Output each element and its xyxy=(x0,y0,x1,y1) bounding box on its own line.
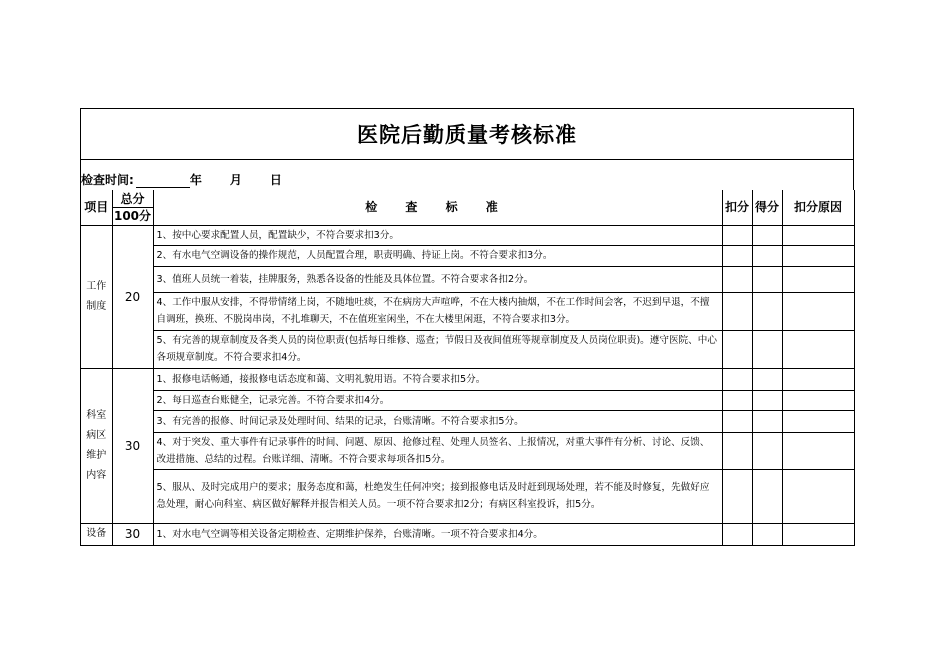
header-score: 得分 xyxy=(752,190,782,225)
table-header-row xyxy=(81,190,854,225)
category-cell xyxy=(81,225,112,368)
table-row xyxy=(81,245,854,266)
criterion-text: 5、服从、及时完成用户的要求；服务态度和蔼，杜绝发生任何冲突；接到报修电话及时赶到现场处理，若不能及时修复，先做好应急处理，耐心向科室、病区做好解释并报告相关人员。一项不符合要求扣2分；有病区科室投诉，扣5分。 xyxy=(153,469,722,523)
deduct-cell[interactable] xyxy=(722,432,752,469)
score-cell[interactable] xyxy=(752,245,782,266)
reason-cell[interactable] xyxy=(782,368,854,390)
table-row xyxy=(81,410,854,432)
criterion-text: 1、按中心要求配置人员，配置缺少，不符合要求扣3分。 xyxy=(153,225,722,245)
category-label: 设备 xyxy=(86,528,107,539)
criterion-text: 3、值班人员统一着装，挂牌服务，熟悉各设备的性能及具体位置。不符合要求各扣2分。 xyxy=(153,266,722,292)
reason-cell[interactable] xyxy=(782,330,854,368)
criterion-text: 3、有完善的报修、时间记录及处理时间、结果的记录，台账清晰。不符合要求扣5分。 xyxy=(153,410,722,432)
table-row xyxy=(81,266,854,292)
score-cell[interactable] xyxy=(752,292,782,330)
reason-cell[interactable] xyxy=(782,266,854,292)
reason-cell[interactable] xyxy=(782,469,854,523)
table-row xyxy=(81,225,854,245)
deduct-cell[interactable] xyxy=(722,330,752,368)
criterion-text: 5、有完善的规章制度及各类人员的岗位职责(包括每日维修、巡查；节假日及夜间值班等规章制度及人员岗位职责)。遵守医院、中心各项规章制度。不符合要求扣4分。 xyxy=(153,330,722,368)
month-label: 月 xyxy=(229,173,242,187)
category-label: 维护 xyxy=(86,449,107,461)
table-row xyxy=(81,523,854,545)
deduct-cell[interactable] xyxy=(722,523,752,545)
year-label: 年 xyxy=(189,173,202,187)
criterion-text: 4、对于突发、重大事件有记录事件的时间、问题、原因、抢修过程、处理人员签名、上报情况，对重大事件有分析、讨论、反馈、改进措施、总结的过程。台账详细、清晰。不符合要求每项各扣5分。 xyxy=(153,432,722,469)
header-item: 项目 xyxy=(81,190,112,225)
table-row xyxy=(81,390,854,410)
day-label: 日 xyxy=(269,173,282,187)
table-row xyxy=(81,330,854,368)
reason-cell[interactable] xyxy=(782,410,854,432)
criteria-table xyxy=(81,190,855,546)
deduct-cell[interactable] xyxy=(722,368,752,390)
category-label: 科室 xyxy=(86,409,107,421)
assessment-form xyxy=(80,108,854,546)
header-total xyxy=(112,190,153,225)
criterion-text: 1、对水电气空调等相关设备定期检查、定期维护保养，台账清晰。一项不符合要求扣4分。 xyxy=(153,523,722,545)
category-label: 制度 xyxy=(86,300,107,312)
score-cell[interactable] xyxy=(752,368,782,390)
score-cell[interactable] xyxy=(752,432,782,469)
deduct-cell[interactable] xyxy=(722,245,752,266)
table-row xyxy=(81,432,854,469)
deduct-cell[interactable] xyxy=(722,390,752,410)
deduct-cell[interactable] xyxy=(722,266,752,292)
inspection-date-line xyxy=(81,160,854,190)
reason-cell[interactable] xyxy=(782,292,854,330)
deduct-cell[interactable] xyxy=(722,225,752,245)
category-cell xyxy=(81,523,112,545)
criterion-text: 2、有水电气空调设备的操作规范，人员配置合理，职责明确、持证上岗。不符合要求扣3分。 xyxy=(153,245,722,266)
table-row xyxy=(81,469,854,523)
page-title: 医院后勤质量考核标准 xyxy=(81,109,854,160)
deduct-cell[interactable] xyxy=(722,292,752,330)
table-row xyxy=(81,368,854,390)
category-label: 内容 xyxy=(86,469,107,481)
category-label: 病区 xyxy=(86,429,107,441)
year-blank[interactable] xyxy=(136,175,190,188)
criterion-text: 1、报修电话畅通，接报修电话态度和蔼、文明礼貌用语。不符合要求扣5分。 xyxy=(153,368,722,390)
reason-cell[interactable] xyxy=(782,432,854,469)
header-criteria: 检 查 标 准 xyxy=(153,190,722,225)
score-cell[interactable] xyxy=(752,523,782,545)
category-cell xyxy=(81,368,112,523)
category-label: 工作 xyxy=(86,280,107,292)
deduct-cell[interactable] xyxy=(722,469,752,523)
criterion-text: 2、每日巡查台账健全，记录完善。不符合要求扣4分。 xyxy=(153,390,722,410)
section-points: 20 xyxy=(112,225,153,368)
header-deduct: 扣分 xyxy=(722,190,752,225)
reason-cell[interactable] xyxy=(782,523,854,545)
score-cell[interactable] xyxy=(752,390,782,410)
section-points: 30 xyxy=(112,368,153,523)
score-cell[interactable] xyxy=(752,330,782,368)
table-row xyxy=(81,292,854,330)
criterion-text: 4、工作中服从安排，不得带情绪上岗，不随地吐痰，不在病房大声喧哗，不在大楼内抽烟，不在工作时间会客，不迟到早退，不擅自调班，换班、不脱岗串岗，不扎堆聊天，不在值班室闲坐，不在大楼里闲逛，不符合要求扣3分。 xyxy=(153,292,722,330)
score-cell[interactable] xyxy=(752,410,782,432)
score-cell[interactable] xyxy=(752,225,782,245)
score-cell[interactable] xyxy=(752,266,782,292)
score-cell[interactable] xyxy=(752,469,782,523)
deduct-cell[interactable] xyxy=(722,410,752,432)
reason-cell[interactable] xyxy=(782,390,854,410)
date-label: 检查时间: xyxy=(81,173,134,187)
reason-cell[interactable] xyxy=(782,225,854,245)
header-total-points: 100分 xyxy=(113,208,152,223)
header-total-label: 总分 xyxy=(113,191,153,208)
header-reason: 扣分原因 xyxy=(782,190,854,225)
reason-cell[interactable] xyxy=(782,245,854,266)
section-points: 30 xyxy=(112,523,153,545)
